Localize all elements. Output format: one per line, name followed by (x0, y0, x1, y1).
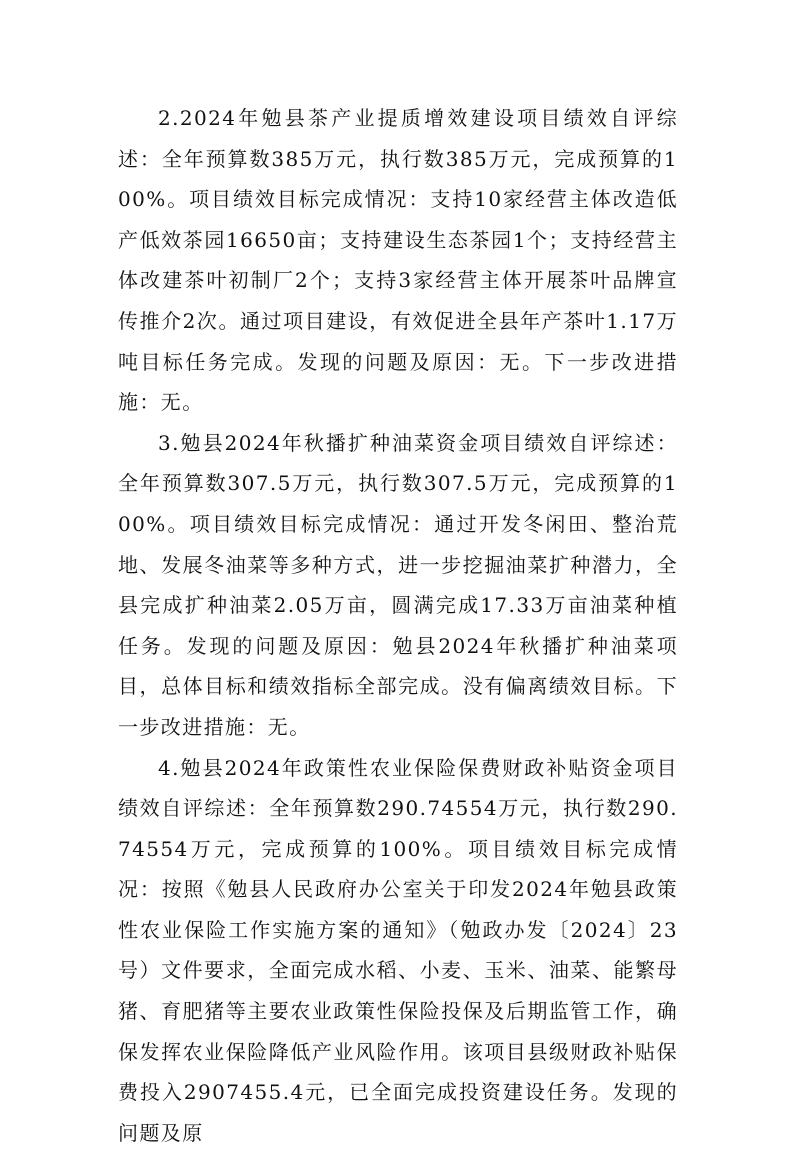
paragraph-agricultural-insurance-project: 4.勉县2024年政策性农业保险保费财政补贴资金项目绩效自评综述：全年预算数290.74554万元，执行数290.74554万元，完成预算的100%。项目绩效目标完成情况：按照《勉县人民政府办公室关于印发2024年勉县政策性农业保险工作实施方案的通知》（勉政办发〔2024〕23号）文件要求，全面完成水稻、小麦、玉米、油菜、能繁母猪、育肥猪等主要农业政策性保险投保及后期监管工作，确保发挥农业保险降低产业风险作用。该项目县级财政补贴保费投入2907455.4元，已全面完成投资建设任务。发现的问题及原 (118, 748, 678, 1153)
document-body (118, 98, 678, 1153)
paragraph-tea-industry-project: 2.2024年勉县茶产业提质增效建设项目绩效自评综述：全年预算数385万元，执行数385万元，完成预算的100%。项目绩效目标完成情况：支持10家经营主体改造低产低效茶园16650亩；支持建设生态茶园1个；支持经营主体改建茶叶初制厂2个；支持3家经营主体开展茶叶品牌宣传推介2次。通过项目建设，有效促进全县年产茶叶1.17万吨目标任务完成。发现的问题及原因：无。下一步改进措施：无。 (118, 98, 678, 423)
paragraph-rapeseed-expansion-project: 3.勉县2024年秋播扩种油菜资金项目绩效自评综述：全年预算数307.5万元，执行数307.5万元，完成预算的100%。项目绩效目标完成情况：通过开发冬闲田、整治荒地、发展冬油菜等多种方式，进一步挖掘油菜扩种潜力，全县完成扩种油菜2.05万亩，圆满完成17.33万亩油菜种植任务。发现的问题及原因：勉县2024年秋播扩种油菜项目，总体目标和绩效指标全部完成。没有偏离绩效目标。下一步改进措施：无。 (118, 423, 678, 748)
